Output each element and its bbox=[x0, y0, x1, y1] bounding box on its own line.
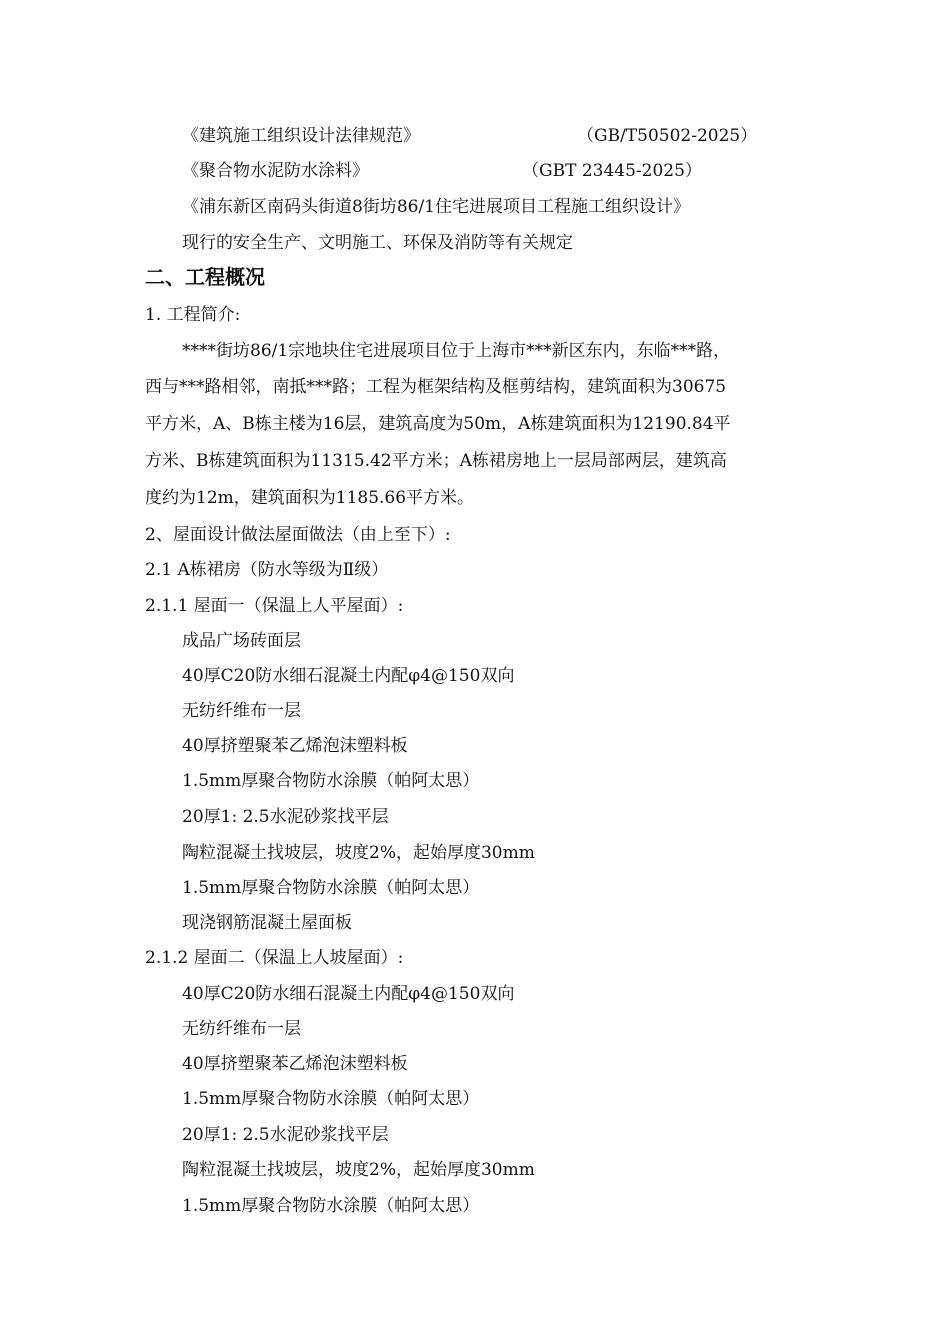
roof1-layer: 1.5mm厚聚合物防水涂膜（帕阿太思） bbox=[182, 878, 480, 898]
roof2-layer: 1.5mm厚聚合物防水涂膜（帕阿太思） bbox=[182, 1196, 480, 1216]
section-heading: 二、工程概况 bbox=[145, 265, 265, 289]
roof1-layer: 1.5mm厚聚合物防水涂膜（帕阿太思） bbox=[182, 771, 480, 791]
intro-line: 方米、B栋建筑面积为11315.42平方米；A栋裙房地上一层局部两层，建筑高 bbox=[145, 451, 727, 471]
roof2-layer: 20厚1: 2.5水泥砂浆找平层 bbox=[182, 1125, 389, 1145]
reference-item bbox=[182, 125, 758, 147]
intro-line: 度约为12m，建筑面积为1185.66平方米。 bbox=[145, 488, 475, 508]
reference-item bbox=[182, 160, 702, 182]
reference-title: 《浦东新区南码头街道8街坊86/1住宅进展项目工程施工组织设计》 bbox=[182, 197, 690, 217]
reference-title: 《建筑施工组织设计法律规范》 bbox=[182, 126, 420, 146]
regulations-line: 现行的安全生产、文明施工、环保及消防等有关规定 bbox=[182, 233, 573, 253]
roof1-layer: 40厚C20防水细石混凝土内配φ4@150双向 bbox=[182, 666, 515, 686]
roof2-layer: 无纺纤维布一层 bbox=[182, 1019, 301, 1039]
reference-code: （GB/T50502-2025） bbox=[577, 126, 758, 146]
intro-line: 平方米，A、B栋主楼为16层，建筑高度为50m，A栋建筑面积为12190.84平 bbox=[145, 414, 731, 434]
roof-design-heading: 2、屋面设计做法屋面做法（由上至下）: bbox=[145, 525, 451, 545]
intro-line: 西与***路相邻，南抵***路；工程为框架结构及框剪结构，建筑面积为30675 bbox=[145, 377, 727, 397]
roof1-heading: 2.1.1 屋面一（保温上人平屋面）: bbox=[145, 596, 404, 616]
reference-item bbox=[182, 196, 690, 218]
intro-heading: 1. 工程简介: bbox=[145, 305, 241, 325]
roof1-layer: 现浇钢筋混凝土屋面板 bbox=[182, 913, 352, 933]
reference-code: （GBT 23445-2025） bbox=[522, 161, 702, 181]
roof1-layer: 成品广场砖面层 bbox=[182, 631, 301, 651]
roof2-layer: 40厚C20防水细石混凝土内配φ4@150双向 bbox=[182, 984, 515, 1004]
roof2-layer: 陶粒混凝土找坡层，坡度2%，起始厚度30mm bbox=[182, 1160, 535, 1180]
podium-heading: 2.1 A栋裙房（防水等级为Ⅱ级） bbox=[145, 560, 389, 580]
roof1-layer: 20厚1: 2.5水泥砂浆找平层 bbox=[182, 807, 389, 827]
roof2-layer: 40厚挤塑聚苯乙烯泡沫塑料板 bbox=[182, 1054, 408, 1074]
roof1-layer: 40厚挤塑聚苯乙烯泡沫塑料板 bbox=[182, 736, 408, 756]
roof2-heading: 2.1.2 屋面二（保温上人坡屋面）: bbox=[145, 948, 404, 968]
intro-line: ****街坊86/1宗地块住宅进展项目位于上海市***新区东内，东临***路， bbox=[182, 341, 731, 361]
roof2-layer: 1.5mm厚聚合物防水涂膜（帕阿太思） bbox=[182, 1089, 480, 1109]
roof1-layer: 无纺纤维布一层 bbox=[182, 701, 301, 721]
reference-title: 《聚合物水泥防水涂料》 bbox=[182, 161, 369, 181]
roof1-layer: 陶粒混凝土找坡层，坡度2%，起始厚度30mm bbox=[182, 843, 535, 863]
